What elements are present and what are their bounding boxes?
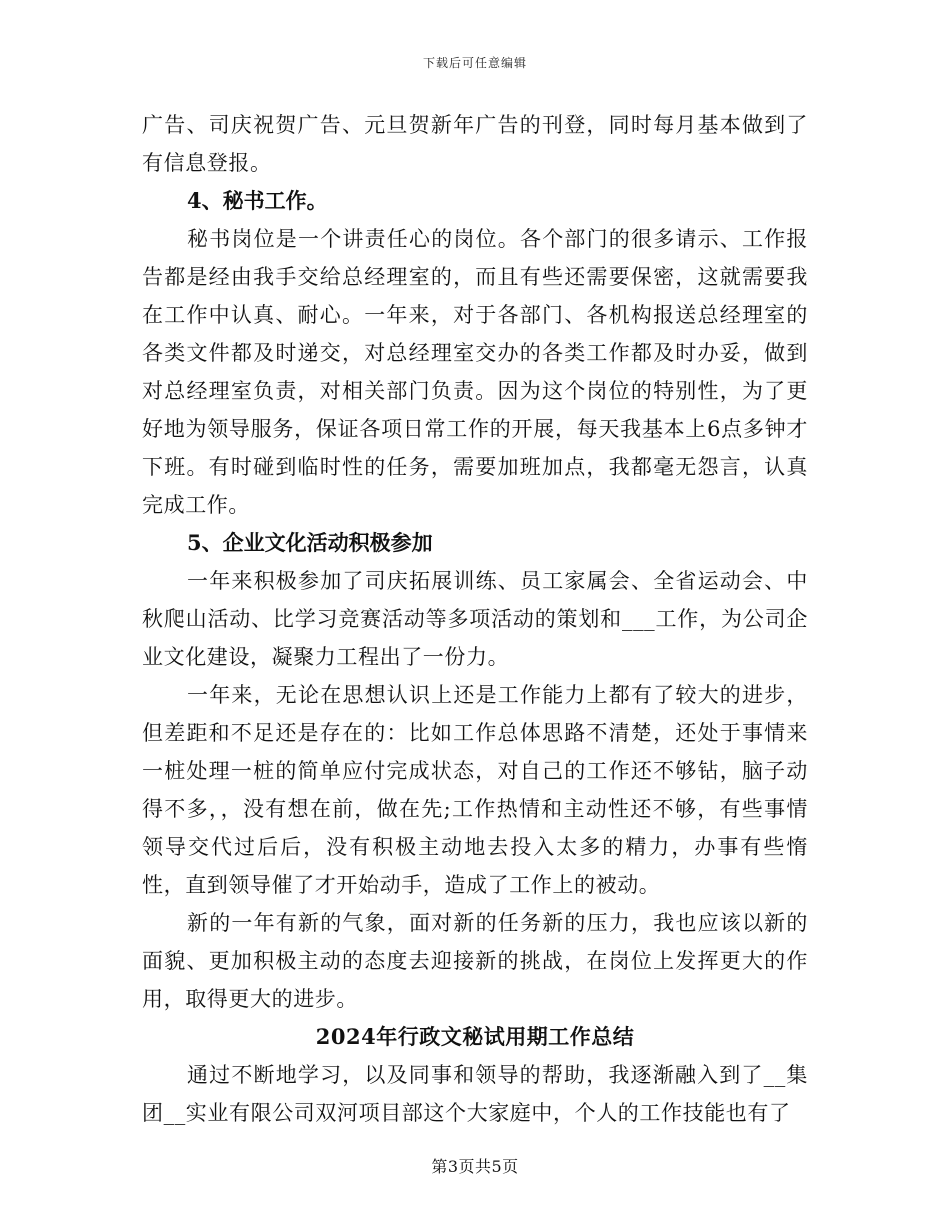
- page-number: 第3页共5页: [431, 1157, 519, 1176]
- document-body: [142, 106, 808, 1132]
- section-heading-secretary-work: 4、秘书工作。: [187, 188, 328, 213]
- page-header: 下载后可任意编辑: [422, 56, 527, 70]
- paragraph-corporate-culture: 一年来积极参加了司庆拓展训练、员工家属会、全省运动会、中秋爬山活动、比学习竞赛活动等多项活动的策划和___工作，为公司企业文化建设，凝聚力工程出了一份力。: [142, 569, 808, 669]
- paragraph-intro: 通过不断地学习，以及同事和领导的帮助，我逐渐融入到了__集团__实业有限公司双河项目部这个大家庭中，个人的工作技能也有了: [142, 1063, 808, 1125]
- document-title: 2024年行政文秘试用期工作总结: [315, 1024, 635, 1049]
- section-heading-corporate-culture: 5、企业文化活动积极参加: [187, 530, 433, 555]
- paragraph-secretary-work: 秘书岗位是一个讲责任心的岗位。各个部门的很多请示、工作报告都是经由我手交给总经理室的，而且有些还需要保密，这就需要我在工作中认真、耐心。一年来，对于各部门、各机构报送总经理室的各类文件都及时递交，对总经理室交办的各类工作都及时办妥，做到对总经理室负责，对相关部门负责。因为这个岗位的特别性，为了更好地为领导服务，保证各项日常工作的开展，每天我基本上6点多钟才下班。有时碰到临时性的任务，需要加班加点，我都毫无怨言，认真完成工作。: [142, 227, 808, 517]
- paragraph-shortcomings: 一年来，无论在思想认识上还是工作能力上都有了较大的进步，但差距和不足还是存在的：比如工作总体思路不清楚，还处于事情来一桩处理一桩的简单应付完成状态，对自己的工作还不够钻，脑子动得不多，，没有想在前，做在先;工作热情和主动性还不够，有些事情领导交代过后后，没有积极主动地去投入太多的精力，办事有些惰性，直到领导催了才开始动手，造成了工作上的被动。: [142, 683, 808, 897]
- paragraph-new-year: 新的一年有新的气象，面对新的任务新的压力，我也应该以新的面貌、更加积极主动的态度去迎接新的挑战，在岗位上发挥更大的作用，取得更大的进步。: [142, 911, 808, 1011]
- paragraph-continuation: 广告、司庆祝贺广告、元旦贺新年广告的刊登，同时每月基本做到了有信息登报。: [142, 113, 808, 175]
